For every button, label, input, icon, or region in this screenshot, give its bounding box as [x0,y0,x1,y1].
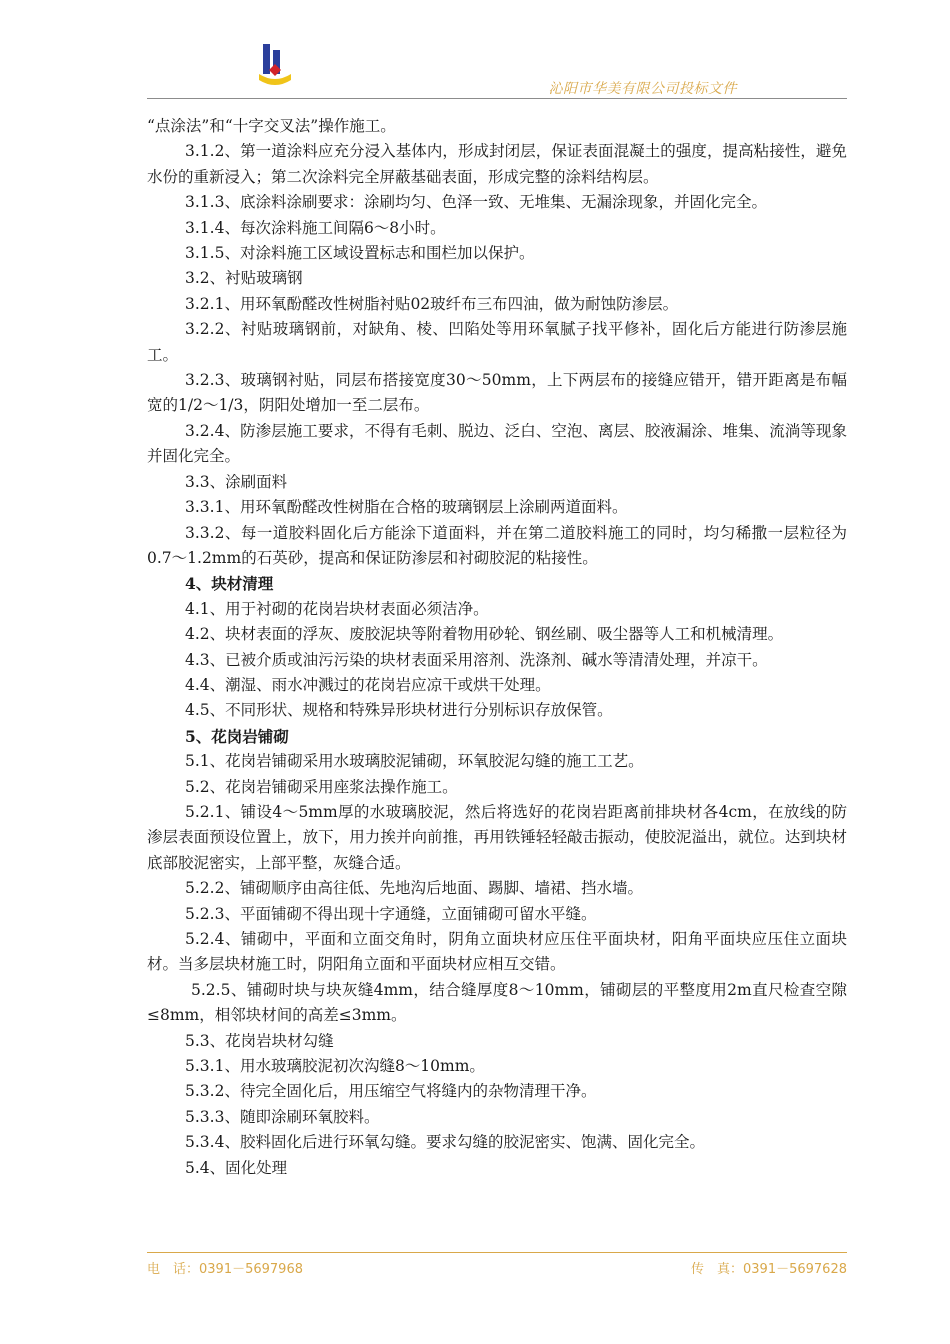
paragraph: 4.2、块材表面的浮灰、废胶泥块等附着物用砂轮、钢丝刷、吸尘器等人工和机械清理。 [185,625,784,644]
paragraph: 5.1、花岗岩铺砌采用水玻璃胶泥铺砌，环氧胶泥勾缝的施工工艺。 [185,752,644,771]
paragraph: 4.5、不同形状、规格和特殊异形块材进行分别标识存放保管。 [185,701,613,720]
paragraph: 3.3、涂刷面料 [185,472,288,491]
paragraph: 4.4、潮湿、雨水冲溅过的花岗岩应凉干或烘干处理。 [185,675,551,694]
section-heading: 4、块材清理 [185,574,274,594]
header-divider [147,98,847,99]
paragraph: 3.3.2、每一道胶料固化后方能涂下道面料，并在第二道胶料施工的同时，均匀稀撒一层粒径为0.7～1.2mm的石英砂，提高和保证防渗层和衬砌胶泥的粘接性。 [147,523,847,567]
paragraph: 5.3.2、待完全固化后，用压缩空气将缝内的杂物清理干净。 [185,1082,597,1101]
footer-divider [147,1252,847,1253]
paragraph: 3.1.5、对涂料施工区域设置标志和围栏加以保护。 [185,244,535,263]
paragraph: 5.3、花岗岩块材勾缝 [185,1031,334,1050]
paragraph: 3.2.2、衬贴玻璃钢前，对缺角、棱、凹陷处等用环氧腻子找平修补，固化后方能进行防渗层施工。 [147,320,847,364]
paragraph: 5.3.4、胶料固化后进行环氧勾缝。要求勾缝的胶泥密实、饱满、固化完全。 [185,1133,705,1152]
paragraph: 5.2、花岗岩铺砌采用座浆法操作施工。 [185,777,458,796]
paragraph-continuation: “点涂法”和“十字交叉法”操作施工。 [147,117,396,135]
page-header [147,40,847,100]
paragraph: 5.3.3、随即涂刷环氧胶料。 [185,1107,380,1126]
paragraph: 5.2.5、铺砌时块与块灰缝4mm，结合缝厚度8～10mm，铺砌层的平整度用2m直尺检查空隙≤8mm，相邻块材间的高差≤3mm。 [147,980,847,1025]
paragraph: 3.2、衬贴玻璃钢 [185,269,303,288]
paragraph: 5.4、固化处理 [185,1158,288,1177]
paragraph: 5.2.3、平面铺砌不得出现十字通缝，立面铺砌可留水平缝。 [185,904,597,923]
footer-phone: 电 话：0391－5697968 [147,1262,303,1277]
paragraph: 3.2.3、玻璃钢衬贴，同层布搭接宽度30～50mm，上下两层布的接缝应错开，错开距离是布幅宽的1/2～1/3，阴阳处增加一至二层布。 [147,371,847,415]
paragraph: 3.2.1、用环氧酚醛改性树脂衬贴02玻纤布三布四油，做为耐蚀防渗层。 [185,294,679,313]
company-logo-icon [257,40,293,90]
section-heading: 5、花岗岩铺砌 [185,726,289,746]
company-name: 沁阳市华美有限公司投标文件 [548,81,737,97]
paragraph: 4.1、用于衬砌的花岗岩块材表面必须洁净。 [185,599,489,618]
paragraph: 3.3.1、用环氧酚醛改性树脂在合格的玻璃钢层上涂刷两道面料。 [185,498,628,517]
paragraph: 5.2.4、铺砌中，平面和立面交角时，阴角立面块材应压住平面块材，阳角平面块应压住立面块材。当多层块材施工时，阴阳角立面和平面块材应相互交错。 [147,930,847,974]
paragraph: 3.1.4、每次涂料施工间隔6～8小时。 [185,218,446,237]
paragraph: 3.1.3、底涂料涂刷要求：涂刷均匀、色泽一致、无堆集、无漏涂现象，并固化完全。 [185,193,767,212]
paragraph: 3.2.4、防渗层施工要求，不得有毛刺、脱边、泛白、空泡、离层、胶液漏涂、堆集、流淌等现象并固化完全。 [147,421,847,466]
paragraph: 3.1.2、第一道涂料应充分浸入基体内，形成封闭层，保证表面混凝土的强度，提高粘接性，避免水份的重新浸入；第二次涂料完全屏蔽基础表面，形成完整的涂料结构层。 [147,142,847,186]
paragraph: 4.3、已被介质或油污污染的块材表面采用溶剂、洗涤剂、碱水等清清处理，并凉干。 [185,650,768,669]
footer-fax: 传 真：0391－5697628 [691,1262,847,1277]
paragraph: 5.3.1、用水玻璃胶泥初次沟缝8～10mm。 [185,1057,485,1076]
document-body [147,114,847,1181]
page-footer [147,1258,847,1278]
paragraph: 5.2.1、铺设4～5mm厚的水玻璃胶泥，然后将选好的花岗岩距离前排块材各4cm，在放线的防渗层表面预设位置上，放下，用力挨并向前推，再用铁锤轻轻敲击振动，使胶泥溢出，就位。达到块材底部胶泥密实，上部平整，灰缝合适。 [147,802,847,872]
paragraph: 5.2.2、铺砌顺序由高往低、先地沟后地面、踢脚、墙裙、挡水墙。 [185,879,643,898]
